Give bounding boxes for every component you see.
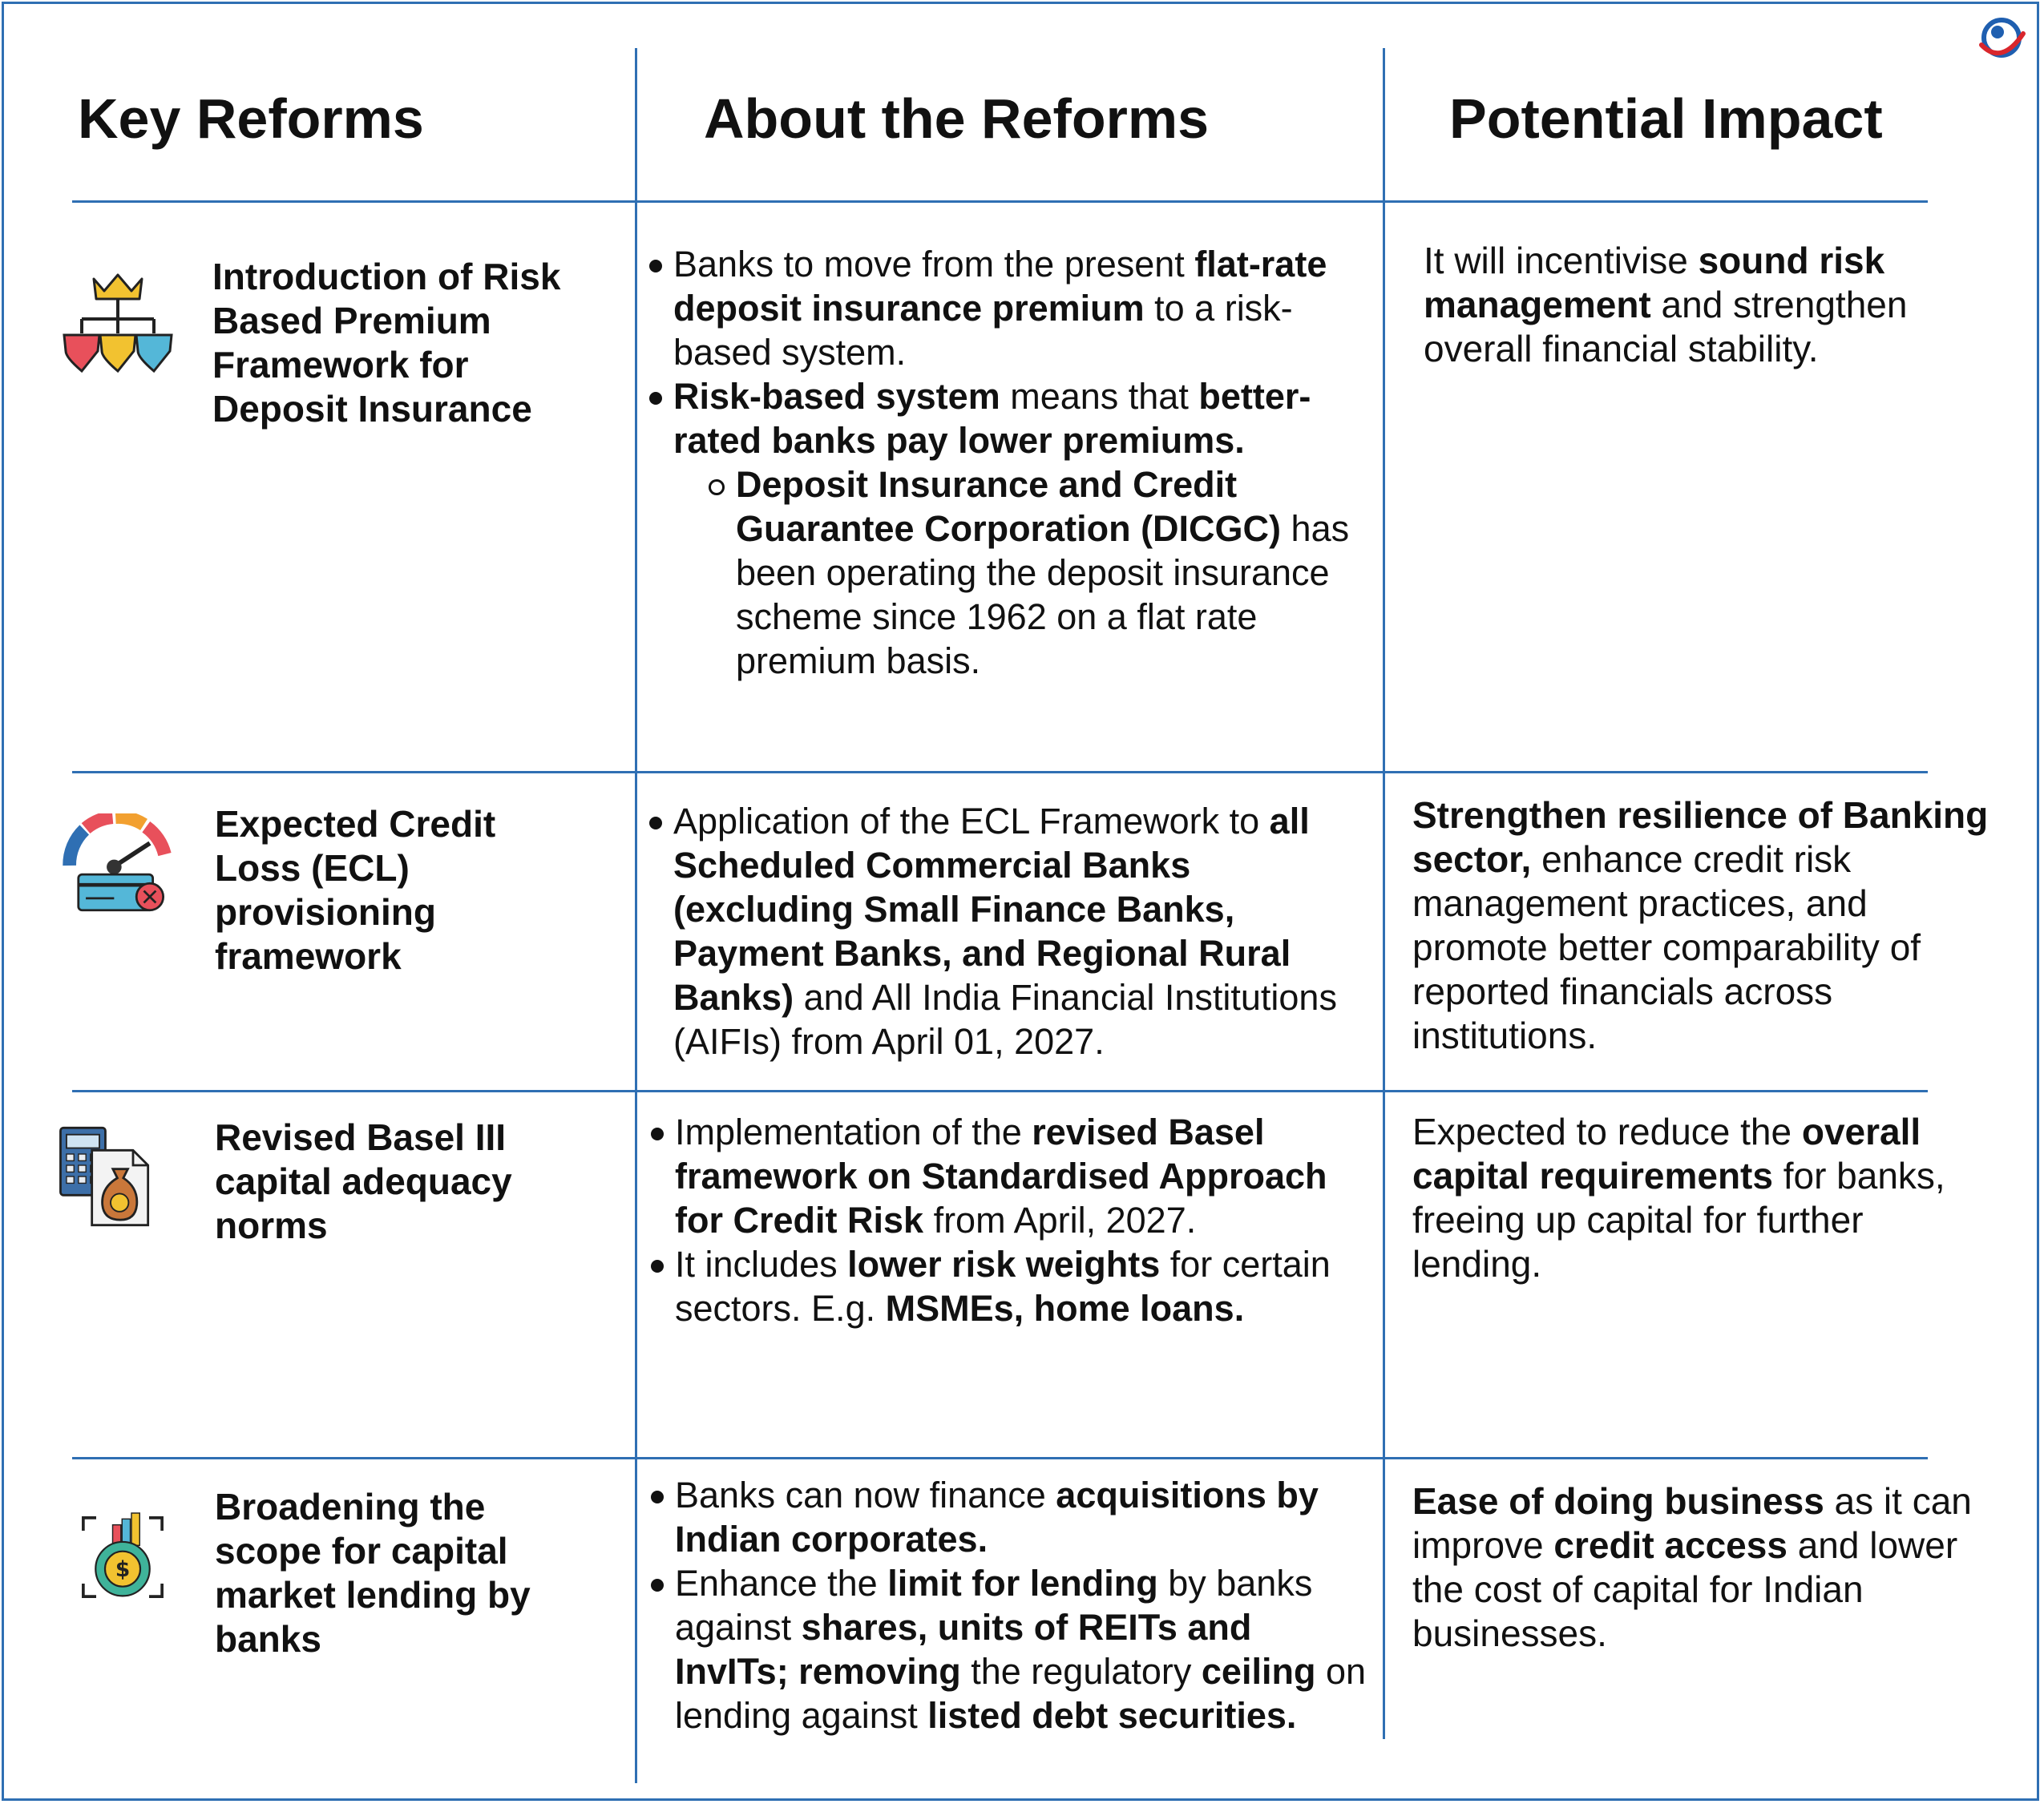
potential-impact-cell: [1412, 793, 1994, 1058]
bullet-item: [648, 374, 1373, 462]
about-reform-cell: [649, 1110, 1375, 1330]
bold-text-segment: better-rated banks pay lower premiums.: [673, 376, 1311, 461]
bullet-item: [648, 799, 1373, 1063]
text-segment: Banks to move from the present: [673, 244, 1195, 285]
text-segment: enhance credit risk management practices, and promote better comparability of reported financials across institutions.: [1412, 838, 1921, 1056]
text-segment: has been operating the deposit insurance scheme since 1962 on a flat rate premium basis.: [736, 508, 1350, 681]
bold-text-segment: sound risk management: [1424, 240, 1885, 325]
bullet-item: [649, 1473, 1375, 1561]
text-segment: the regulatory: [960, 1651, 1202, 1692]
column-divider-2: [1383, 48, 1385, 1739]
bold-text-segment: ceiling: [1201, 1651, 1316, 1692]
bullet-list: [649, 1110, 1375, 1330]
bold-text-segment: shares, units of REITs and InvITs; removing: [675, 1607, 1252, 1692]
text-segment: by banks against: [675, 1563, 1313, 1648]
bullet-list: [648, 799, 1373, 1063]
row-divider-3: [72, 1457, 1928, 1459]
text-segment: for banks, freeing up capital for further lending.: [1412, 1155, 1945, 1285]
bold-text-segment: revised Basel framework on Standardised Approach for Credit Risk: [675, 1112, 1327, 1241]
bold-text-segment: lower risk weights: [847, 1244, 1161, 1285]
text-segment: and strengthen overall financial stability.: [1424, 284, 1908, 369]
bold-text-segment: MSMEs, home loans.: [885, 1288, 1245, 1329]
calculator-money-bag-icon: [55, 1120, 167, 1233]
svg-text:$: $: [115, 1557, 131, 1583]
about-reform-cell: [648, 799, 1373, 1063]
key-reform-title: Broadening the scope for capital market lending by banks: [215, 1486, 531, 1660]
potential-impact-cell: [1412, 1110, 1994, 1286]
bold-text-segment: Deposit Insurance and Credit Guarantee Corporation (DICGC): [736, 464, 1282, 549]
text-segment: It includes: [675, 1244, 848, 1285]
credit-gauge-icon: [58, 813, 178, 918]
text-segment: Application of the ECL Framework to: [673, 801, 1270, 841]
potential-impact-cell: [1424, 239, 2005, 371]
bold-text-segment: all Scheduled Commercial Banks (excluding Small Finance Banks, Payment Banks, and Regional Rural Banks): [673, 801, 1310, 1018]
text-segment: means that: [1000, 376, 1199, 417]
bullet-item: [648, 242, 1373, 374]
key-reform-title: Expected Credit Loss (ECL) provisioning framework: [215, 803, 496, 977]
text-segment: Enhance the: [675, 1563, 888, 1604]
potential-impact-cell: [1412, 1479, 1994, 1656]
bullet-list: [648, 242, 1373, 683]
about-reform-cell: [648, 242, 1373, 683]
bullet-item: [649, 1561, 1375, 1737]
row-divider-1: [72, 771, 1928, 773]
bold-text-segment: acquisitions by Indian corporates.: [675, 1475, 1319, 1560]
text-segment: on lending against: [675, 1651, 1367, 1736]
bullet-list: [649, 1473, 1375, 1737]
key-reform-title: Introduction of Risk Based Premium Framework for Deposit Insurance: [212, 256, 561, 430]
bold-text-segment: listed debt securities.: [927, 1695, 1297, 1736]
text-segment: Implementation of the: [675, 1112, 1032, 1152]
bold-text-segment: credit access: [1553, 1524, 1787, 1566]
header-potential-impact: Potential Impact: [1449, 87, 1883, 150]
column-divider-1: [635, 48, 637, 1783]
header-key-reforms: Key Reforms: [78, 87, 424, 150]
hierarchy-shield-crown-icon: [58, 263, 178, 375]
text-segment: It will incentivise: [1424, 240, 1699, 281]
brand-logo-icon: [1973, 10, 2030, 66]
dollar-target-growth-icon: [79, 1497, 167, 1617]
bold-text-segment: Risk-based system: [673, 376, 1000, 417]
bold-text-segment: Ease of doing business: [1412, 1480, 1824, 1522]
bold-text-segment: Strengthen resilience of Banking sector,: [1412, 794, 1989, 880]
bold-text-segment: overall capital requirements: [1412, 1111, 1921, 1197]
bold-text-segment: limit for lending: [887, 1563, 1158, 1604]
text-segment: to a risk-based system.: [673, 288, 1293, 373]
text-segment: and lower the cost of capital for Indian businesses.: [1412, 1524, 1958, 1654]
bold-text-segment: flat-rate deposit insurance premium: [673, 244, 1327, 329]
row-divider-2: [72, 1090, 1928, 1092]
about-reform-cell: [649, 1473, 1375, 1737]
text-segment: Expected to reduce the: [1412, 1111, 1802, 1152]
sub-bullet-item: [705, 462, 1373, 683]
text-segment: for certain sectors. E.g.: [675, 1244, 1331, 1329]
key-reform-title: Revised Basel III capital adequacy norms: [215, 1116, 512, 1246]
row-divider-header: [72, 200, 1928, 203]
text-segment: from April, 2027.: [923, 1200, 1197, 1241]
bullet-item: [649, 1242, 1375, 1330]
bullet-item: [649, 1110, 1375, 1242]
text-segment: as it can improve: [1412, 1480, 1972, 1566]
text-segment: and All India Financial Institutions (AIFIs) from April 01, 2027.: [673, 977, 1337, 1062]
header-about-reforms: About the Reforms: [704, 87, 1209, 150]
text-segment: Banks can now finance: [675, 1475, 1056, 1515]
